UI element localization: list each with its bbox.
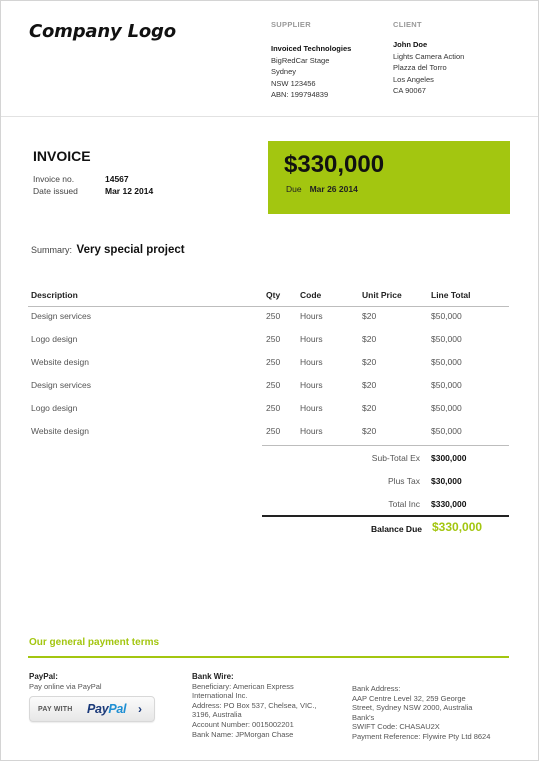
- pay-with-paypal-button[interactable]: [29, 696, 155, 722]
- due-date-row: [286, 184, 358, 194]
- invoice-title: INVOICE: [33, 148, 91, 164]
- balance-divider: [262, 515, 509, 517]
- cell-qty: 250: [266, 357, 281, 367]
- table-row: [28, 380, 509, 403]
- invoice-date-row: [33, 186, 153, 196]
- bank-wire-line: Bank Name: JPMorgan Chase: [192, 729, 294, 739]
- cell-line-total: $50,000: [431, 334, 462, 344]
- total-label: Total Inc: [388, 499, 420, 509]
- supplier-abn: ABN: 199794839: [271, 90, 329, 100]
- column-header-description: Description: [31, 290, 78, 300]
- cell-qty: 250: [266, 403, 281, 413]
- table-row: [28, 334, 509, 357]
- table-row: [28, 403, 509, 426]
- payment-terms-heading: Our general payment terms: [29, 637, 160, 648]
- invoice-number-row: [33, 174, 129, 184]
- bank-address-section: [352, 684, 512, 742]
- cell-unit-price: $20: [362, 334, 377, 344]
- bank-wire-heading: Bank Wire:: [192, 672, 234, 681]
- cell-qty: 250: [266, 311, 281, 321]
- header-divider: [1, 116, 538, 117]
- invoice-date: Mar 12 2014: [105, 186, 154, 196]
- cell-code: Hours: [300, 334, 323, 344]
- table-row: [28, 311, 509, 334]
- cell-unit-price: $20: [362, 380, 377, 390]
- client-line: Los Angeles: [393, 74, 434, 84]
- cell-qty: 250: [266, 380, 281, 390]
- cell-qty: 250: [266, 426, 281, 436]
- column-header-code: Code: [300, 290, 322, 300]
- bank-address-line: AAP Centre Level 32, 259 George: [352, 693, 466, 703]
- supplier-name: Invoiced Technologies: [271, 44, 352, 53]
- client-name: John Doe: [393, 40, 428, 49]
- cell-line-total: $50,000: [431, 426, 462, 436]
- cell-description: Website design: [31, 426, 89, 436]
- due-date: Mar 26 2014: [309, 184, 358, 194]
- cell-qty: 250: [266, 334, 281, 344]
- supplier-line: BigRedCar Stage: [271, 55, 330, 65]
- pay-with-label: PAY WITH: [38, 706, 73, 713]
- cell-line-total: $50,000: [431, 311, 462, 321]
- subtotal-label: Sub-Total Ex: [371, 453, 420, 463]
- client-line: Lights Camera Action: [393, 51, 465, 61]
- cell-code: Hours: [300, 311, 323, 321]
- cell-line-total: $50,000: [431, 357, 462, 367]
- company-logo: Company Logo: [29, 21, 176, 42]
- table-header-divider: [28, 306, 509, 307]
- bank-address-line: Bank Address:: [352, 684, 401, 693]
- bank-wire-line: Address: PO Box 537, Chelsea, VIC.,: [192, 700, 317, 710]
- cell-code: Hours: [300, 357, 323, 367]
- amount-total: $330,000: [284, 151, 385, 178]
- column-header-unit-price: Unit Price: [362, 290, 402, 300]
- cell-unit-price: $20: [362, 357, 377, 367]
- cell-unit-price: $20: [362, 426, 377, 436]
- paypal-logo: PayPal: [87, 702, 127, 716]
- cell-description: Website design: [31, 357, 89, 367]
- supplier-line: Sydney: [271, 67, 297, 77]
- subtotal-value: $300,000: [431, 453, 467, 463]
- tax-label: Plus Tax: [388, 476, 420, 486]
- summary-value: Very special project: [76, 244, 185, 256]
- supplier-address: [271, 43, 351, 101]
- supplier-heading: SUPPLIER: [271, 20, 311, 29]
- tax-value: $30,000: [431, 476, 462, 486]
- cell-unit-price: $20: [362, 403, 377, 413]
- amount-due-box: [268, 141, 510, 214]
- paypal-section: [29, 672, 102, 691]
- bank-wire-section: [192, 672, 342, 739]
- bank-address-line: Bank's: [352, 712, 375, 722]
- table-row: [28, 357, 509, 380]
- invoice-date-label: Date issued: [33, 186, 78, 196]
- cell-line-total: $50,000: [431, 403, 462, 413]
- paypal-heading: PayPal:: [29, 672, 58, 681]
- cell-code: Hours: [300, 426, 323, 436]
- paypal-text: Pay online via PayPal: [29, 681, 102, 691]
- balance-due-label: Balance Due: [370, 524, 422, 534]
- cell-description: Design services: [31, 311, 91, 321]
- cell-description: Logo design: [31, 334, 78, 344]
- bank-wire-line: Account Number: 0015002201: [192, 719, 294, 729]
- due-label: Due: [286, 184, 302, 194]
- cell-unit-price: $20: [362, 311, 377, 321]
- chevron-right-icon: ›: [138, 702, 142, 716]
- bank-address-line: Payment Reference: Flywire Pty Ltd 8624: [352, 731, 491, 741]
- cell-description: Logo design: [31, 403, 78, 413]
- payment-terms-divider: [28, 656, 509, 658]
- cell-code: Hours: [300, 403, 323, 413]
- column-header-qty: Qty: [266, 290, 281, 300]
- bank-wire-line: 3196, Australia: [192, 710, 242, 720]
- invoice-number-label: Invoice no.: [33, 174, 75, 184]
- client-line: Plazza del Torro: [393, 63, 447, 73]
- supplier-line: NSW 123456: [271, 78, 316, 88]
- cell-description: Design services: [31, 380, 91, 390]
- invoice-number: 14567: [105, 174, 129, 184]
- bank-address-line: SWIFT Code: CHASAU2X: [352, 722, 440, 732]
- client-address: [393, 39, 464, 97]
- summary-label: Summary:: [31, 245, 73, 255]
- total-value: $330,000: [431, 499, 467, 509]
- bank-wire-line: International Inc.: [192, 691, 248, 701]
- totals-divider: [262, 445, 509, 446]
- cell-code: Hours: [300, 380, 323, 390]
- summary: [31, 244, 185, 256]
- balance-due-value: $330,000: [432, 520, 483, 534]
- column-header-line-total: Line Total: [431, 290, 471, 300]
- client-heading: CLIENT: [393, 20, 422, 29]
- bank-address-line: Street, Sydney NSW 2000, Australia: [352, 703, 473, 713]
- client-line: CA 90067: [393, 86, 426, 96]
- bank-wire-line: Beneficiary: American Express: [192, 681, 294, 691]
- cell-line-total: $50,000: [431, 380, 462, 390]
